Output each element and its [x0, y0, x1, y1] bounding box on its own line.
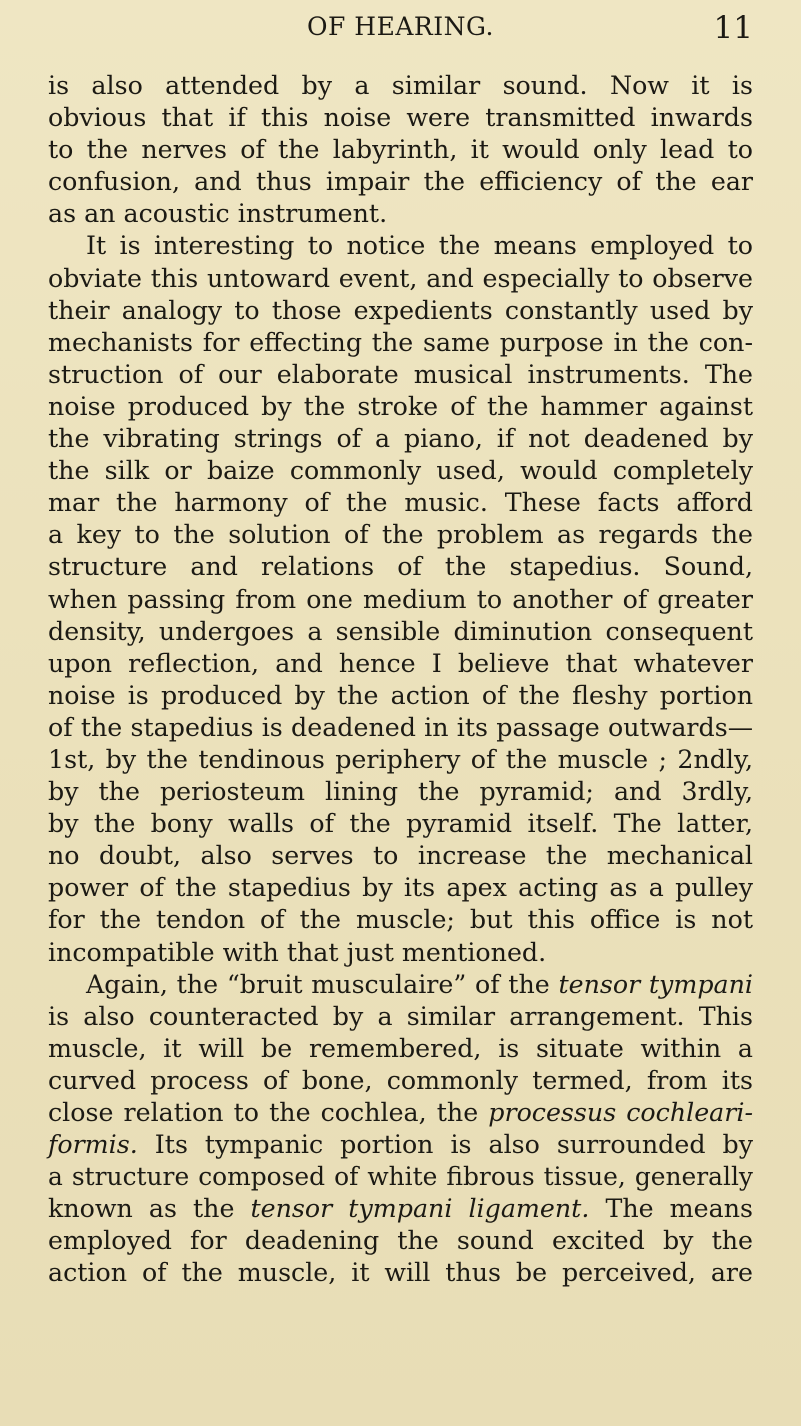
text-line: the silk or baize commonly used, would completely	[48, 456, 753, 486]
italic-term: processus cochleari-	[488, 1098, 753, 1127]
text-line: by the bony walls of the pyramid itself. The latter,	[48, 809, 753, 839]
page-header	[48, 8, 753, 48]
text-line	[48, 1129, 753, 1161]
text-line: curved process of bone, commonly termed, from its	[48, 1065, 753, 1095]
text-line: is also counteracted by a similar arrangement. This	[48, 1001, 753, 1031]
text-line: obviate this untoward event, and especially to observe	[48, 263, 753, 293]
text-line: as an acoustic instrument.	[48, 199, 388, 229]
text-line: action of the muscle, it will thus be perceived, are	[48, 1258, 753, 1288]
text-line: struction of our elaborate musical instruments. The	[48, 359, 753, 389]
text-line	[48, 1097, 753, 1129]
text-run: Its tympanic portion is also surrounded by	[137, 1130, 753, 1160]
text-run: known as the	[48, 1194, 251, 1224]
text-run: Again, the “bruit musculaire” of the	[86, 969, 559, 999]
body-text	[48, 70, 753, 1290]
text-line: mar the harmony of the music. These facts afford	[48, 488, 753, 518]
text-line: upon reflection, and hence I believe that whatever	[48, 648, 753, 678]
text-line: mechanists for effecting the same purpose in the con-	[48, 327, 753, 357]
text-line: muscle, it will be remembered, is situate within a	[48, 1033, 753, 1063]
text-line: density, undergoes a sensible diminution consequent	[48, 616, 753, 646]
text-line: noise produced by the stroke of the hammer against	[48, 391, 753, 421]
running-head: OF HEARING.	[307, 12, 494, 41]
page-number: 11	[713, 10, 753, 46]
text-line: It is interesting to notice the means employed to	[86, 231, 753, 261]
text-line: confusion, and thus impair the efficiency of the ear	[48, 167, 753, 197]
text-line: employed for deadening the sound excited by the	[48, 1226, 753, 1256]
text-line: by the periosteum lining the pyramid; and 3rdly,	[48, 777, 753, 807]
text-line: is also attended by a similar sound. Now it is	[48, 71, 753, 100]
text-line: to the nerves of the labyrinth, it would only lead to	[48, 135, 753, 165]
text-line: the vibrating strings of a piano, if not deadened by	[48, 424, 753, 454]
text-run: close relation to the cochlea, the	[48, 1098, 489, 1127]
italic-term: tensor tympani ligament.	[250, 1194, 590, 1224]
text-line: when passing from one medium to another of greater	[48, 584, 753, 614]
text-line: for the tendon of the muscle; but this office is not	[48, 905, 753, 935]
text-line: their analogy to those expedients constantly used by	[48, 295, 753, 325]
text-line: power of the stapedius by its apex acting as a pulley	[48, 873, 753, 903]
text-line: no doubt, also serves to increase the mechanical	[48, 841, 753, 871]
text-line	[48, 969, 753, 1001]
text-line: noise is produced by the action of the fleshy portion	[48, 680, 753, 710]
text-line: of the stapedius is deadened in its passage outwards—	[48, 712, 753, 742]
text-run: The means	[589, 1194, 753, 1224]
text-line: structure and relations of the stapedius. Sound,	[48, 552, 753, 582]
text-line: incompatible with that just mentioned.	[48, 937, 547, 967]
text-line	[48, 1193, 753, 1225]
italic-term: formis.	[48, 1130, 138, 1160]
text-line: a structure composed of white fibrous tissue, generally	[48, 1162, 753, 1192]
text-line: a key to the solution of the problem as regards the	[48, 520, 753, 550]
text-line: 1st, by the tendinous periphery of the muscle ; 2ndly,	[48, 744, 753, 774]
italic-term: tensor tympani	[558, 969, 753, 999]
text-line: obvious that if this noise were transmitted inwards	[48, 103, 753, 133]
